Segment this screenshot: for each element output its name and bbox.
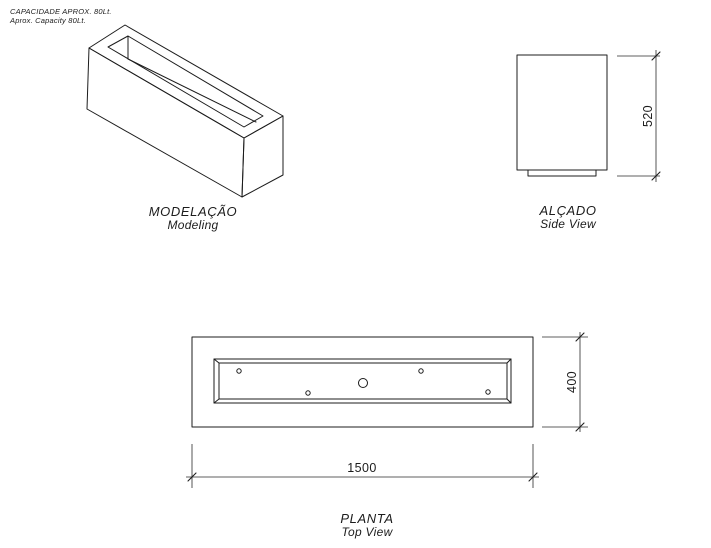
rim-chamfer bbox=[507, 359, 511, 363]
side-view-body bbox=[517, 55, 607, 170]
drain-hole bbox=[306, 391, 310, 395]
side-view bbox=[517, 50, 660, 231]
iso-cavity-bottom-edge bbox=[128, 59, 256, 122]
iso-opening-rim bbox=[108, 36, 263, 127]
drain-hole bbox=[237, 369, 241, 373]
top-view-outer-edge bbox=[192, 337, 533, 427]
iso-front-face bbox=[87, 48, 244, 197]
capacity-note-pt: CAPACIDADE APROX. 80Lt. bbox=[10, 7, 112, 16]
top-view-title: PLANTA bbox=[340, 511, 394, 526]
capacity-note-en: Aprox. Capacity 80Lt. bbox=[10, 16, 86, 25]
modeling-view-title: MODELAÇÃO bbox=[148, 204, 238, 219]
top-view-rim-inner bbox=[219, 363, 507, 399]
rim-chamfer bbox=[214, 399, 219, 403]
side-view-subtitle: Side View bbox=[540, 217, 596, 231]
center-hole bbox=[359, 379, 368, 388]
drain-hole bbox=[419, 369, 423, 373]
rim-chamfer bbox=[507, 399, 511, 403]
side-height-value: 520 bbox=[641, 104, 655, 128]
top-width-value: 400 bbox=[565, 370, 579, 394]
side-view-base bbox=[528, 170, 596, 176]
side-view-title: ALÇADO bbox=[539, 203, 597, 218]
drain-hole bbox=[486, 390, 490, 394]
top-view-rim-outer bbox=[214, 359, 511, 403]
top-view-subtitle: Top View bbox=[341, 525, 393, 539]
iso-right-face bbox=[242, 116, 283, 197]
top-length-value: 1500 bbox=[347, 461, 377, 475]
side-height-dimension bbox=[617, 50, 660, 182]
top-length-dimension bbox=[186, 444, 539, 488]
modeling-view-subtitle: Modeling bbox=[167, 218, 219, 232]
modeling-view bbox=[87, 25, 283, 232]
top-view bbox=[186, 332, 588, 539]
capacity-note bbox=[9, 7, 112, 25]
top-width-dimension bbox=[542, 332, 588, 432]
rim-chamfer bbox=[214, 359, 219, 363]
